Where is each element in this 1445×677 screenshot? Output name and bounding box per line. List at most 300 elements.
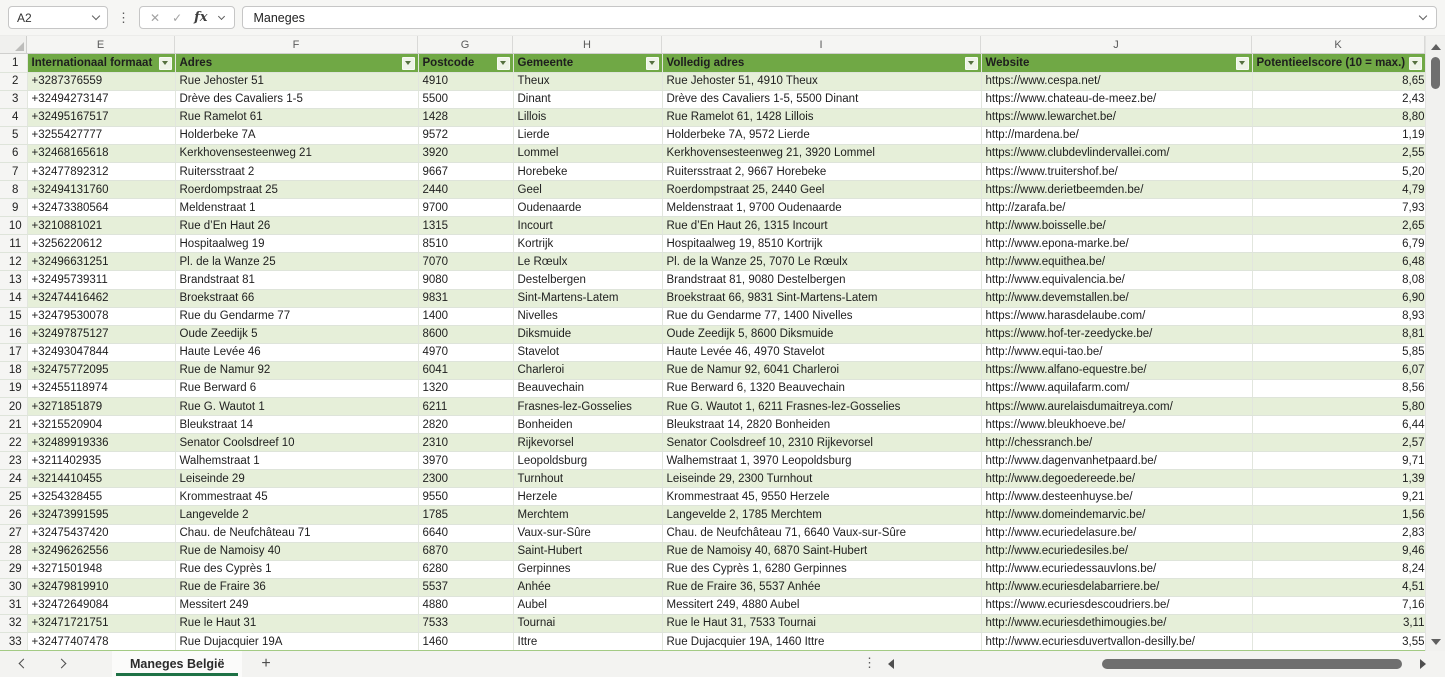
cell[interactable]: Lierde <box>513 126 662 144</box>
cell[interactable]: 1,56 <box>1252 506 1425 524</box>
cell[interactable]: https://www.chateau-de-meez.be/ <box>981 90 1252 108</box>
row-header[interactable]: 28 <box>0 542 27 560</box>
cell[interactable]: 9700 <box>418 199 513 217</box>
filter-dropdown-icon[interactable] <box>1236 57 1249 70</box>
cell[interactable]: +32495167517 <box>27 108 175 126</box>
cell[interactable]: http://www.domeindemarvic.be/ <box>981 506 1252 524</box>
cell[interactable]: Messitert 249, 4880 Aubel <box>662 596 981 614</box>
cell[interactable]: +32473380564 <box>27 199 175 217</box>
cell[interactable]: Vaux-sur-Sûre <box>513 524 662 542</box>
cell[interactable]: 4970 <box>418 343 513 361</box>
cell[interactable]: +32496631251 <box>27 253 175 271</box>
cell[interactable]: Langevelde 2, 1785 Merchtem <box>662 506 981 524</box>
cell[interactable]: Horebeke <box>513 162 662 180</box>
row-header[interactable]: 10 <box>0 217 27 235</box>
row-header[interactable]: 16 <box>0 325 27 343</box>
cell[interactable]: Drève des Cavaliers 1-5, 5500 Dinant <box>662 90 981 108</box>
cell[interactable]: http://www.devemstallen.be/ <box>981 289 1252 307</box>
cell[interactable]: 4880 <box>418 596 513 614</box>
row-header[interactable]: 19 <box>0 379 27 397</box>
cell[interactable]: +32495739311 <box>27 271 175 289</box>
cell[interactable]: +32468165618 <box>27 144 175 162</box>
cell[interactable]: Senator Coolsdreef 10 <box>175 434 418 452</box>
cell[interactable]: +32474416462 <box>27 289 175 307</box>
cell[interactable]: Rue Jehoster 51, 4910 Theux <box>662 72 981 90</box>
cell[interactable]: Kerkhovensesteenweg 21, 3920 Lommel <box>662 144 981 162</box>
cell[interactable]: Leopoldsburg <box>513 452 662 470</box>
cell[interactable]: https://www.clubdevlindervallei.com/ <box>981 144 1252 162</box>
cell[interactable]: Ruitersstraat 2 <box>175 162 418 180</box>
cell[interactable]: Walhemstraat 1, 3970 Leopoldsburg <box>662 452 981 470</box>
cell[interactable]: Pl. de la Wanze 25 <box>175 253 418 271</box>
row-header[interactable]: 1 <box>0 54 27 72</box>
row-header[interactable]: 6 <box>0 144 27 162</box>
cell[interactable]: Bleukstraat 14, 2820 Bonheiden <box>662 416 981 434</box>
cell[interactable]: http://www.boisselle.be/ <box>981 217 1252 235</box>
cell[interactable]: 3920 <box>418 144 513 162</box>
cell[interactable]: Anhée <box>513 578 662 596</box>
cell[interactable]: +32494273147 <box>27 90 175 108</box>
cell[interactable]: Rue d’En Haut 26, 1315 Incourt <box>662 217 981 235</box>
scroll-left-icon[interactable] <box>888 659 894 669</box>
expand-formula-bar-icon[interactable] <box>1419 12 1427 20</box>
cell[interactable]: +3210881021 <box>27 217 175 235</box>
cell[interactable]: http://www.equithea.be/ <box>981 253 1252 271</box>
cell[interactable]: http://www.epona-marke.be/ <box>981 235 1252 253</box>
row-header[interactable]: 18 <box>0 361 27 379</box>
cell[interactable]: http://www.ecuriesdethimougies.be/ <box>981 614 1252 632</box>
cell[interactable]: https://www.aurelaisdumaitreya.com/ <box>981 397 1252 415</box>
column-letter-E[interactable]: E <box>27 36 175 53</box>
cell[interactable]: 1,39 <box>1252 470 1425 488</box>
cell[interactable]: +32479819910 <box>27 578 175 596</box>
cell[interactable]: +3254328455 <box>27 488 175 506</box>
cell[interactable]: http://www.ecuriedelasure.be/ <box>981 524 1252 542</box>
cell[interactable]: +32475772095 <box>27 361 175 379</box>
cell[interactable]: 6,90 <box>1252 289 1425 307</box>
row-header[interactable]: 33 <box>0 633 27 651</box>
cell[interactable]: Rue le Haut 31 <box>175 614 418 632</box>
cell[interactable]: Rue des Cyprès 1, 6280 Gerpinnes <box>662 560 981 578</box>
cell[interactable]: Le Rœulx <box>513 253 662 271</box>
cell[interactable]: 3,11 <box>1252 614 1425 632</box>
cell[interactable]: 8,56 <box>1252 379 1425 397</box>
cell[interactable]: 9080 <box>418 271 513 289</box>
cancel-icon[interactable]: ✕ <box>150 10 161 25</box>
cell[interactable]: Bleukstraat 14 <box>175 416 418 434</box>
cell[interactable]: Rue Ramelot 61 <box>175 108 418 126</box>
row-header[interactable]: 17 <box>0 343 27 361</box>
cell[interactable]: 9831 <box>418 289 513 307</box>
cell[interactable]: Rue de Fraire 36, 5537 Anhée <box>662 578 981 596</box>
cell[interactable]: http://mardena.be/ <box>981 126 1252 144</box>
cell[interactable]: +32475437420 <box>27 524 175 542</box>
prev-sheet-icon[interactable] <box>19 659 29 669</box>
cell[interactable]: http://www.ecuriesduvertvallon-desilly.be/ <box>981 633 1252 651</box>
filter-dropdown-icon[interactable] <box>1409 57 1422 70</box>
column-letter-I[interactable]: I <box>662 36 981 53</box>
cell[interactable]: 5500 <box>418 90 513 108</box>
cell[interactable]: 1428 <box>418 108 513 126</box>
cell[interactable]: 8510 <box>418 235 513 253</box>
cell[interactable]: 5,20 <box>1252 162 1425 180</box>
row-header[interactable]: 9 <box>0 199 27 217</box>
cell[interactable]: Haute Levée 46 <box>175 343 418 361</box>
row-header[interactable]: 27 <box>0 524 27 542</box>
cell[interactable]: +3256220612 <box>27 235 175 253</box>
cell[interactable]: +32471721751 <box>27 614 175 632</box>
cell[interactable]: Rue de Namoisy 40 <box>175 542 418 560</box>
cell[interactable]: Kerkhovensesteenweg 21 <box>175 144 418 162</box>
cell[interactable]: Chau. de Neufchâteau 71 <box>175 524 418 542</box>
cell[interactable]: Ittre <box>513 633 662 651</box>
horizontal-scrollbar-thumb[interactable] <box>1102 659 1402 669</box>
column-header-H[interactable] <box>513 54 662 72</box>
cell[interactable]: 6280 <box>418 560 513 578</box>
cell[interactable]: 6870 <box>418 542 513 560</box>
cell[interactable]: Turnhout <box>513 470 662 488</box>
column-header-G[interactable] <box>418 54 513 72</box>
cell[interactable]: 8,93 <box>1252 307 1425 325</box>
filter-dropdown-icon[interactable] <box>402 57 415 70</box>
row-header[interactable]: 7 <box>0 162 27 180</box>
cell[interactable]: 7070 <box>418 253 513 271</box>
cell[interactable]: +3214410455 <box>27 470 175 488</box>
column-letter-J[interactable]: J <box>981 36 1252 53</box>
cell[interactable]: +3211402935 <box>27 452 175 470</box>
cell[interactable]: 3970 <box>418 452 513 470</box>
row-header[interactable]: 25 <box>0 488 27 506</box>
cell[interactable]: +32455118974 <box>27 379 175 397</box>
cell[interactable]: Rue de Fraire 36 <box>175 578 418 596</box>
cell[interactable]: 9,21 <box>1252 488 1425 506</box>
cell[interactable]: 8,08 <box>1252 271 1425 289</box>
row-header[interactable]: 32 <box>0 614 27 632</box>
select-all-corner[interactable] <box>0 36 27 53</box>
cell[interactable]: 9,71 <box>1252 452 1425 470</box>
filter-dropdown-icon[interactable] <box>965 57 978 70</box>
cell[interactable]: +32494131760 <box>27 181 175 199</box>
cell[interactable]: https://www.lewarchet.be/ <box>981 108 1252 126</box>
cell[interactable]: 2,57 <box>1252 434 1425 452</box>
cell[interactable]: Chau. de Neufchâteau 71, 6640 Vaux-sur-Sûre <box>662 524 981 542</box>
cell[interactable]: 3,55 <box>1252 633 1425 651</box>
row-header[interactable]: 4 <box>0 108 27 126</box>
cell[interactable]: Beauvechain <box>513 379 662 397</box>
cell[interactable]: 2,55 <box>1252 144 1425 162</box>
cell[interactable]: +3215520904 <box>27 416 175 434</box>
cell[interactable]: Rue d’En Haut 26 <box>175 217 418 235</box>
cell[interactable]: Rue Berward 6, 1320 Beauvechain <box>662 379 981 397</box>
cell[interactable]: http://www.equivalencia.be/ <box>981 271 1252 289</box>
cell[interactable]: Merchtem <box>513 506 662 524</box>
cell[interactable]: Dinant <box>513 90 662 108</box>
cell[interactable]: 6,48 <box>1252 253 1425 271</box>
cell[interactable]: Aubel <box>513 596 662 614</box>
cell[interactable]: https://www.cespa.net/ <box>981 72 1252 90</box>
cell[interactable]: Langevelde 2 <box>175 506 418 524</box>
row-header[interactable]: 11 <box>0 235 27 253</box>
column-header-E[interactable] <box>27 54 175 72</box>
cell[interactable]: Hospitaalweg 19, 8510 Kortrijk <box>662 235 981 253</box>
cell[interactable]: Meldenstraat 1, 9700 Oudenaarde <box>662 199 981 217</box>
cell[interactable]: Gerpinnes <box>513 560 662 578</box>
row-header[interactable]: 12 <box>0 253 27 271</box>
cell[interactable]: Hospitaalweg 19 <box>175 235 418 253</box>
cell[interactable]: 6211 <box>418 397 513 415</box>
cell[interactable]: Oude Zeedijk 5, 8600 Diksmuide <box>662 325 981 343</box>
row-header[interactable]: 14 <box>0 289 27 307</box>
row-header[interactable]: 29 <box>0 560 27 578</box>
cell[interactable]: https://www.alfano-equestre.be/ <box>981 361 1252 379</box>
cell[interactable]: Destelbergen <box>513 271 662 289</box>
cell[interactable]: Broekstraat 66 <box>175 289 418 307</box>
cell[interactable]: Incourt <box>513 217 662 235</box>
cell[interactable]: Rue le Haut 31, 7533 Tournai <box>662 614 981 632</box>
filter-dropdown-icon[interactable] <box>159 57 172 70</box>
cell[interactable]: http://zarafa.be/ <box>981 199 1252 217</box>
formula-bar[interactable] <box>242 6 1437 29</box>
cell[interactable]: Kortrijk <box>513 235 662 253</box>
cell[interactable]: Senator Coolsdreef 10, 2310 Rijkevorsel <box>662 434 981 452</box>
column-letter-G[interactable]: G <box>418 36 513 53</box>
row-header[interactable]: 13 <box>0 271 27 289</box>
cell[interactable]: Roerdompstraat 25 <box>175 181 418 199</box>
cell[interactable]: https://www.truitershof.be/ <box>981 162 1252 180</box>
cell[interactable]: Rue G. Wautot 1, 6211 Frasnes-lez-Gosselies <box>662 397 981 415</box>
cell[interactable]: Pl. de la Wanze 25, 7070 Le Rœulx <box>662 253 981 271</box>
cell[interactable]: 8,80 <box>1252 108 1425 126</box>
cell[interactable]: Walhemstraat 1 <box>175 452 418 470</box>
cell[interactable]: 1460 <box>418 633 513 651</box>
cell[interactable]: Rue Ramelot 61, 1428 Lillois <box>662 108 981 126</box>
cell[interactable]: http://www.ecuriedessauvlons.be/ <box>981 560 1252 578</box>
chevron-down-icon[interactable] <box>218 12 225 19</box>
cell[interactable]: 5,85 <box>1252 343 1425 361</box>
cell[interactable]: Meldenstraat 1 <box>175 199 418 217</box>
cell[interactable]: Broekstraat 66, 9831 Sint-Martens-Latem <box>662 289 981 307</box>
cell[interactable]: Rue de Namur 92 <box>175 361 418 379</box>
cell[interactable]: 2,43 <box>1252 90 1425 108</box>
cell[interactable]: http://www.degoedereede.be/ <box>981 470 1252 488</box>
chevron-down-icon[interactable] <box>92 12 100 20</box>
row-header[interactable]: 30 <box>0 578 27 596</box>
cell[interactable]: +32497875127 <box>27 325 175 343</box>
cell[interactable]: +32473991595 <box>27 506 175 524</box>
cell[interactable]: Brandstraat 81 <box>175 271 418 289</box>
cell[interactable]: 1400 <box>418 307 513 325</box>
cell[interactable]: +32477407478 <box>27 633 175 651</box>
cell[interactable]: 2820 <box>418 416 513 434</box>
row-header[interactable]: 20 <box>0 397 27 415</box>
insert-function-icon[interactable]: fx <box>194 10 208 25</box>
cell[interactable]: 1,19 <box>1252 126 1425 144</box>
cell[interactable]: 8,24 <box>1252 560 1425 578</box>
cell[interactable]: Theux <box>513 72 662 90</box>
name-box[interactable] <box>8 6 108 29</box>
cell[interactable]: Holderbeke 7A, 9572 Lierde <box>662 126 981 144</box>
cell[interactable]: Ruitersstraat 2, 9667 Horebeke <box>662 162 981 180</box>
cell[interactable]: Rue du Gendarme 77, 1400 Nivelles <box>662 307 981 325</box>
cell[interactable]: http://www.ecuriesdelabarriere.be/ <box>981 578 1252 596</box>
cell[interactable]: +3255427777 <box>27 126 175 144</box>
column-header-K[interactable] <box>1252 54 1425 72</box>
cell[interactable]: 7533 <box>418 614 513 632</box>
column-letter-H[interactable]: H <box>513 36 662 53</box>
cell[interactable]: https://www.hof-ter-zeedycke.be/ <box>981 325 1252 343</box>
cell[interactable]: 2310 <box>418 434 513 452</box>
kebab-menu-icon[interactable]: ⋮ <box>863 655 876 670</box>
cell[interactable]: 8,81 <box>1252 325 1425 343</box>
cell[interactable]: Brandstraat 81, 9080 Destelbergen <box>662 271 981 289</box>
cell[interactable]: 2300 <box>418 470 513 488</box>
cell[interactable]: +32489919336 <box>27 434 175 452</box>
kebab-menu-icon[interactable]: ⋮ <box>117 10 130 25</box>
cell[interactable]: +3271501948 <box>27 560 175 578</box>
cell[interactable]: +32479530078 <box>27 307 175 325</box>
cell[interactable]: Leiseinde 29 <box>175 470 418 488</box>
cell[interactable]: 2440 <box>418 181 513 199</box>
cell[interactable]: Lillois <box>513 108 662 126</box>
cell[interactable]: https://www.bleukhoeve.be/ <box>981 416 1252 434</box>
cell[interactable]: Rue des Cyprès 1 <box>175 560 418 578</box>
cell[interactable]: Sint-Martens-Latem <box>513 289 662 307</box>
cell[interactable]: Messitert 249 <box>175 596 418 614</box>
row-header[interactable]: 23 <box>0 452 27 470</box>
cell[interactable]: https://www.derietbeemden.be/ <box>981 181 1252 199</box>
cell[interactable]: Rue Berward 6 <box>175 379 418 397</box>
cell[interactable]: Lommel <box>513 144 662 162</box>
cell[interactable]: 1315 <box>418 217 513 235</box>
cell[interactable]: 2,65 <box>1252 217 1425 235</box>
cell[interactable]: +32493047844 <box>27 343 175 361</box>
cell[interactable]: Nivelles <box>513 307 662 325</box>
cell[interactable]: +3271851879 <box>27 397 175 415</box>
filter-dropdown-icon[interactable] <box>497 57 510 70</box>
vertical-scrollbar-thumb[interactable] <box>1431 57 1440 89</box>
cell[interactable]: 5,80 <box>1252 397 1425 415</box>
scroll-down-icon[interactable] <box>1431 639 1441 645</box>
cell[interactable]: 2,83 <box>1252 524 1425 542</box>
scroll-right-icon[interactable] <box>1420 659 1426 669</box>
next-sheet-icon[interactable] <box>57 659 67 669</box>
cell[interactable]: http://www.ecuriedesiles.be/ <box>981 542 1252 560</box>
column-letter-K[interactable]: K <box>1252 36 1425 53</box>
cell[interactable]: Rue du Gendarme 77 <box>175 307 418 325</box>
cell[interactable]: https://www.aquilafarm.com/ <box>981 379 1252 397</box>
cell[interactable]: 9572 <box>418 126 513 144</box>
cell[interactable]: 7,93 <box>1252 199 1425 217</box>
cell[interactable]: 6,07 <box>1252 361 1425 379</box>
cell[interactable]: Drève des Cavaliers 1-5 <box>175 90 418 108</box>
cell[interactable]: Frasnes-lez-Gosselies <box>513 397 662 415</box>
cell[interactable]: Oudenaarde <box>513 199 662 217</box>
filter-dropdown-icon[interactable] <box>646 57 659 70</box>
confirm-icon[interactable]: ✓ <box>172 10 183 25</box>
cell[interactable]: Diksmuide <box>513 325 662 343</box>
column-header-F[interactable] <box>175 54 418 72</box>
cell[interactable]: http://www.desteenhuyse.be/ <box>981 488 1252 506</box>
cell[interactable]: 7,16 <box>1252 596 1425 614</box>
cell[interactable]: 9,46 <box>1252 542 1425 560</box>
cell[interactable]: +32496262556 <box>27 542 175 560</box>
cell[interactable]: 1785 <box>418 506 513 524</box>
cell[interactable]: Stavelot <box>513 343 662 361</box>
cell[interactable]: Rue G. Wautot 1 <box>175 397 418 415</box>
vertical-scrollbar[interactable] <box>1425 36 1445 651</box>
scroll-up-icon[interactable] <box>1431 44 1441 50</box>
cell[interactable]: 9550 <box>418 488 513 506</box>
cell[interactable]: +32477892312 <box>27 162 175 180</box>
cell[interactable]: https://www.harasdelaube.com/ <box>981 307 1252 325</box>
cell[interactable]: Rue Dujacquier 19A, 1460 Ittre <box>662 633 981 651</box>
cell[interactable]: Holderbeke 7A <box>175 126 418 144</box>
add-sheet-button[interactable]: + <box>261 655 271 672</box>
cell[interactable]: 8,65 <box>1252 72 1425 90</box>
cell[interactable]: 1320 <box>418 379 513 397</box>
row-header[interactable]: 21 <box>0 416 27 434</box>
cell[interactable]: Krommestraat 45, 9550 Herzele <box>662 488 981 506</box>
cell[interactable]: Charleroi <box>513 361 662 379</box>
cell[interactable]: https://www.ecuriesdescoudriers.be/ <box>981 596 1252 614</box>
cell[interactable]: 4910 <box>418 72 513 90</box>
cell[interactable]: Rue de Namoisy 40, 6870 Saint-Hubert <box>662 542 981 560</box>
column-header-J[interactable] <box>981 54 1252 72</box>
column-letter-F[interactable]: F <box>175 36 418 53</box>
cell[interactable]: +3287376559 <box>27 72 175 90</box>
sheet-tab-maneges-belgie[interactable] <box>112 651 242 677</box>
cell[interactable]: +32472649084 <box>27 596 175 614</box>
cell[interactable]: 5537 <box>418 578 513 596</box>
cell[interactable]: 6,44 <box>1252 416 1425 434</box>
row-header[interactable]: 3 <box>0 90 27 108</box>
cell[interactable]: 6640 <box>418 524 513 542</box>
row-header[interactable]: 22 <box>0 434 27 452</box>
cell[interactable]: Geel <box>513 181 662 199</box>
row-header[interactable]: 15 <box>0 307 27 325</box>
cell[interactable]: Bonheiden <box>513 416 662 434</box>
cell[interactable]: Leiseinde 29, 2300 Turnhout <box>662 470 981 488</box>
cell[interactable]: Krommestraat 45 <box>175 488 418 506</box>
cell[interactable]: Tournai <box>513 614 662 632</box>
cell[interactable]: 6041 <box>418 361 513 379</box>
cell[interactable]: Rijkevorsel <box>513 434 662 452</box>
cell[interactable]: Haute Levée 46, 4970 Stavelot <box>662 343 981 361</box>
cell[interactable]: Oude Zeedijk 5 <box>175 325 418 343</box>
cell[interactable]: 8600 <box>418 325 513 343</box>
row-header[interactable]: 24 <box>0 470 27 488</box>
row-header[interactable]: 8 <box>0 181 27 199</box>
column-header-I[interactable] <box>662 54 981 72</box>
cell[interactable]: 4,51 <box>1252 578 1425 596</box>
row-header[interactable]: 31 <box>0 596 27 614</box>
cell[interactable]: http://chessranch.be/ <box>981 434 1252 452</box>
cell[interactable]: 4,79 <box>1252 181 1425 199</box>
cell[interactable]: http://www.dagenvanhetpaard.be/ <box>981 452 1252 470</box>
cell[interactable]: Roerdompstraat 25, 2440 Geel <box>662 181 981 199</box>
cell[interactable]: Saint-Hubert <box>513 542 662 560</box>
cell[interactable]: 9667 <box>418 162 513 180</box>
cell[interactable]: Rue Dujacquier 19A <box>175 633 418 651</box>
cell[interactable]: Rue de Namur 92, 6041 Charleroi <box>662 361 981 379</box>
cell[interactable]: Rue Jehoster 51 <box>175 72 418 90</box>
row-header[interactable]: 5 <box>0 126 27 144</box>
row-header[interactable]: 2 <box>0 72 27 90</box>
cell[interactable]: Herzele <box>513 488 662 506</box>
cell[interactable]: http://www.equi-tao.be/ <box>981 343 1252 361</box>
row-header[interactable]: 26 <box>0 506 27 524</box>
cell[interactable]: 6,79 <box>1252 235 1425 253</box>
